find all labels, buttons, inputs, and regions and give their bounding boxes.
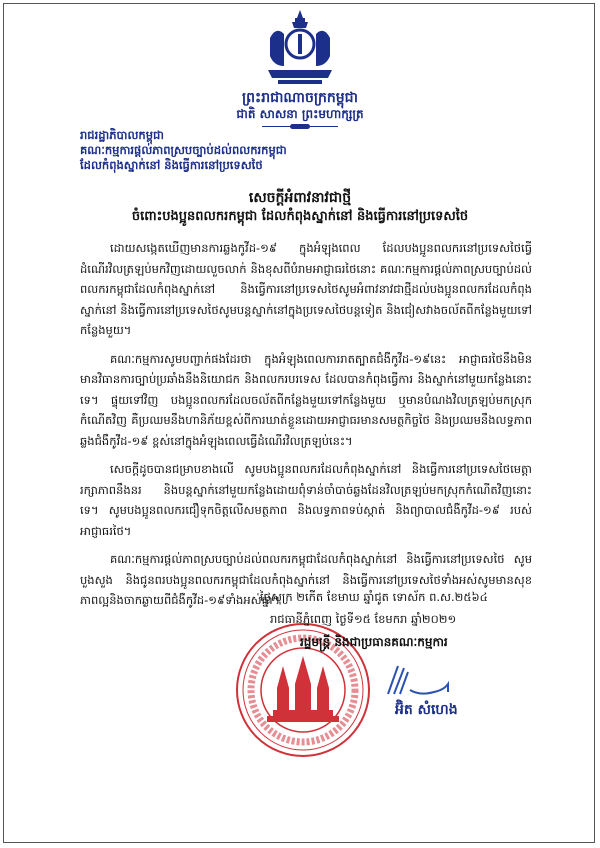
royal-emblem-icon [262, 8, 338, 88]
document-body [80, 238, 532, 619]
paragraph: ដោយសង្កេតឃើញមានការឆ្លងកូវីដ-១៩ ក្នុងអំឡុងពេល ដែលបងប្អូនពលករនៅប្រទេសថៃធ្វើដំណើរវិលត្រឡប់មកវិញដោយលួចលាក់ និងខុសពីបំរាមអាជ្ញាធរថៃនោះ គណៈកម្មការផ្តល់ភាពស្របច្បាប់ដល់ពលករកម្ពុជាដែលកំពុងស្នាក់នៅ និងធ្វើការនៅប្រទេសថៃសូមអំពាវនាវជាថ្មីដល់បងប្អូនពលករដែលកំពុងស្នាក់នៅ និងធ្វើការនៅប្រទេសថៃសូមបន្តស្នាក់នៅក្នុងប្រទេសថៃបន្តទៀត និងជៀសវាងចល័តពីកន្លែងមួយទៅកន្លែងមួយ។ [80, 241, 532, 337]
document-subtitle: ចំពោះបងប្អូនពលករកម្ពុជា ដែលកំពុងស្នាក់នៅ និងធ្វើការនៅប្រទេសថៃ [131, 209, 469, 224]
signatory-name: អ៊ិត សំហេង [395, 702, 458, 718]
lunar-date: ថ្ងៃសុក្រ ២កើត ខែមាឃ ឆ្នាំជូត ទោស័ក ព.ស.២៥៦៤ [260, 590, 488, 604]
ornamental-divider [262, 126, 338, 127]
paragraph: សេចក្តីដូចបានជម្រាបខាងលើ សូមបងប្អូនពលករដែលកំពុងស្នាក់នៅ និងធ្វើការនៅប្រទេសថៃមេត្តារក្សាភាពនឹងនរ និងបន្តស្នាក់នៅមួយកន្លែងដោយពុំទាន់ចាំបាច់ឆ្លងដែនវិលត្រឡប់មកស្រុកកំណើតវិញនោះទេ។ សូមបងប្អូនពលករជឿទុកចិត្តលើសមត្ថភាព និងលទ្ធភាពទប់ស្កាត់ និងព្យាបាលជំងឺកូវីដ-១៩ របស់អាជ្ញាធរថៃ។ [80, 462, 532, 538]
paragraph: គណៈកម្មការសូមបញ្ជាក់ផងដែរថា ក្នុងអំឡុងពេលការរាតត្បាតជំងឺកូវីដ-១៩នេះ អាជ្ញាធរថៃនឹងមិនមានវិធានការច្បាប់ប្រឆាំងនឹងនិយោជក និងពលករបរទេស ដែលបានកំពុងធ្វើការ និងស្នាក់នៅមួយកន្លែងនោះទេ។ ផ្ទុយទៅវិញ បងប្អូនពលករដែលចល័តពីកន្លែងមួយទៅកន្លែងមួយ ឬមានបំណងវិលត្រឡប់មកស្រុកកំណើតវិញ គឺប្រឈមនឹងហានិភ័យខ្ពស់ពីការឃាត់ខ្លួនដោយអាជ្ញាធរមានសមត្ថកិច្ចថៃ និងប្រឈមនឹងលទ្ធភាពឆ្លងជំងឺកូវីដ-១៩ ខ្ពស់នៅក្នុងអំឡុងពេលធ្វើដំណើរវិលត្រឡប់នេះ។ [80, 351, 532, 448]
sender-committee: គណៈកម្មការផ្តល់ភាពស្របច្បាប់ដល់ពលករកម្ពុជា [80, 143, 287, 157]
document-title: សេចក្តីអំពាវនាវជាថ្មី [248, 190, 352, 206]
kingdom-title: ព្រះរាជាណាចក្រកម្ពុជា [241, 90, 358, 106]
sender-committee-scope: ដែលកំពុងស្នាក់នៅ និងធ្វើការនៅប្រទេសថៃ [80, 158, 263, 172]
signatory-role: រដ្ឋមន្ត្រី និងជាប្រធានគណៈកម្មការ [300, 635, 448, 649]
national-motto: ជាតិ សាសនា ព្រះមហាក្សត្រ [236, 107, 364, 121]
place-and-date: រាជធានីភ្នំពេញ ថ្ងៃទី១៥ ខែមករា ឆ្នាំ២០២១ [270, 612, 457, 626]
handwritten-signature-icon [380, 660, 480, 700]
paragraph: គណៈកម្មការផ្តល់ភាពស្របច្បាប់ដល់ពលករកម្ពុជាដែលកំពុងស្នាក់នៅ និងធ្វើការនៅប្រទេសថៃ សូមបួងសួង និងជូនពរបងប្អូនពលករកម្ពុជាដែលកំពុងស្នាក់នៅ និងធ្វើការនៅប្រទេសថៃទាំងអស់សូមមានសុខភាពល្អនិងចាកឆ្ងាយពីជំងឺកូវីដ-១៩ទាំងអស់គ្នា។ [80, 552, 532, 607]
sender-government: រាជរដ្ឋាភិបាលកម្ពុជា [80, 128, 164, 142]
